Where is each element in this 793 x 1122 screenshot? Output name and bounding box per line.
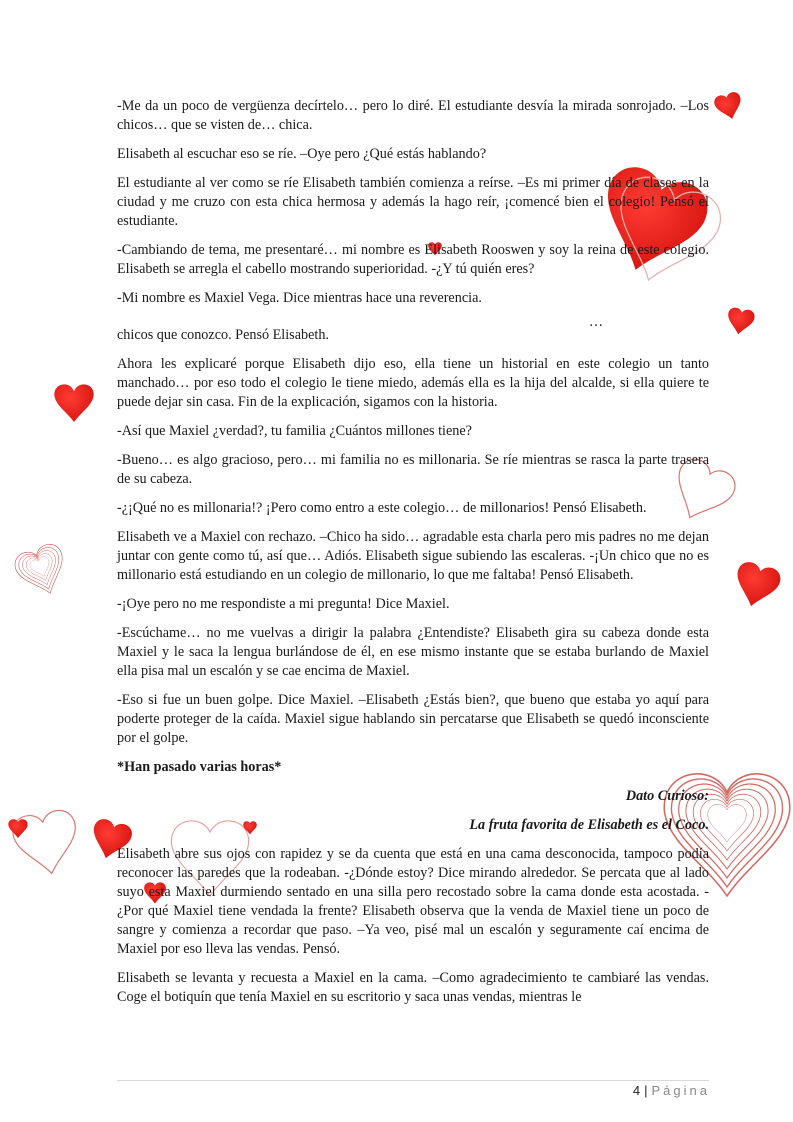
paragraph: -Así que Maxiel ¿verdad?, tu familia ¿Cuántos millones tiene? xyxy=(117,423,472,439)
paragraph: -¡Oye pero no me respondiste a mi pregunta! Dice Maxiel. xyxy=(117,596,450,612)
ellipsis: … xyxy=(588,314,603,330)
paragraph: El estudiante al ver como se ríe Elisabeth también comienza a reírse. –Es mi primer día de clases en la ciudad y me cruzo con esta chica hermosa y además la hago reír, ¡comencé bien el colegio! Pensó el estudiante. xyxy=(117,175,709,229)
paragraph: Elisabeth ve a Maxiel con rechazo. –Chico ha sido… agradable esta charla pero mis padres no me dejan juntar con gente como tú, así que… Adiós. Elisabeth sigue subiendo las escaleras. -¡Un chico que no es millonario está estudiando en un colegio de millonario, lo que me faltaba! Pensó Elisabeth. xyxy=(117,529,709,583)
heart-icon xyxy=(12,541,73,602)
paragraph: Elisabeth se levanta y recuesta a Maxiel en la cama. –Como agradecimiento te cambiaré las vendas. Coge el botiquín que tenía Maxiel en su escritorio y saca unas vendas, mientras le xyxy=(117,970,709,1005)
footer-divider xyxy=(117,1080,709,1081)
paragraph: -Me da un poco de vergüenza decírtelo… pero lo diré. El estudiante desvía la mirada sonrojado. –Los chicos… que se visten de… chica. xyxy=(117,98,709,133)
paragraph: -Bueno… es algo gracioso, pero… mi familia no es millonaria. Se ríe mientras se rasca la parte trasera de su cabeza. xyxy=(117,452,709,487)
page-footer xyxy=(520,1083,710,1098)
heart-icon xyxy=(53,384,94,424)
story-text xyxy=(117,97,709,1007)
paragraph: -Cambiando de tema, me presentaré… mi nombre es Elisabeth Rooswen y soy la reina de este colegio. Elisabeth se arregla el cabello mostrando superioridad. -¿Y tú quién eres? xyxy=(117,242,709,277)
paragraph: chicos que conozco. Pensó Elisabeth. xyxy=(117,327,329,343)
heart-icon xyxy=(730,560,783,612)
heart-icon xyxy=(725,306,756,336)
paragraph: -Escúchame… no me vuelvas a dirigir la palabra ¿Entendiste? Elisabeth gira su cabeza donde esta Maxiel y le saca la lengua burlándose de él, en ese mismo instante que se estaba burlando de Maxiel ella pisa mal un escalón y se cae encima de Maxiel. xyxy=(117,625,709,679)
footer-separator: | xyxy=(644,1083,648,1098)
paragraph: -Eso si fue un buen golpe. Dice Maxiel. –Elisabeth ¿Estás bien?, que bueno que estaba yo aquí para poderte proteger de la caída. Maxiel sigue hablando sin percatarse que Elisabeth se quedó inconsciente por el golpe. xyxy=(117,692,709,746)
page-number: 4 xyxy=(632,1083,641,1098)
page-label: Página xyxy=(651,1083,710,1098)
heart-icon xyxy=(10,808,82,879)
time-skip: *Han pasado varias horas* xyxy=(117,759,282,775)
paragraph: Elisabeth al escuchar eso se ríe. –Oye pero ¿Qué estás hablando? xyxy=(117,146,487,162)
paragraph: -¿¡Qué no es millonaria!? ¡Pero como entro a este colegio… de millonarios! Pensó Elisabeth. xyxy=(117,500,647,516)
paragraph: -Mi nombre es Maxiel Vega. Dice mientras hace una reverencia. xyxy=(117,290,482,306)
heart-icon xyxy=(8,819,27,838)
dato-curioso-title: Dato Curioso: xyxy=(625,788,709,804)
paragraph: Ahora les explicaré porque Elisabeth dijo eso, ella tiene un historial en este colegio un tanto manchado… por eso todo el colegio le tiene miedo, además ella es la hija del alcalde, si ella quiere te puede dejar sin casa. Fin de la explicación, sigamos con la historia. xyxy=(117,356,709,410)
dato-curioso-text: La fruta favorita de Elisabeth es el Coco. xyxy=(469,817,709,833)
paragraph: Elisabeth abre sus ojos con rapidez y se da cuenta que está en una cama desconocida, tampoco podía reconocer las paredes que la rodeaban. -¿Dónde estoy? Dice mirando alrededor. Se percata que al lado suyo esta Maxiel durmiendo sentado en una silla pero recostado sobre la cama donde esta acostada. -¿Por qué Maxiel tiene vendada la frente? Elisabeth observa que la venda de Maxiel tiene un poco de sangre y comienza a recordar que paso. –Ya veo, pisé mal un escalón y seguramente caí encima de Maxiel por eso lleva las vendas. Pensó. xyxy=(117,846,709,957)
heart-icon xyxy=(713,91,745,123)
